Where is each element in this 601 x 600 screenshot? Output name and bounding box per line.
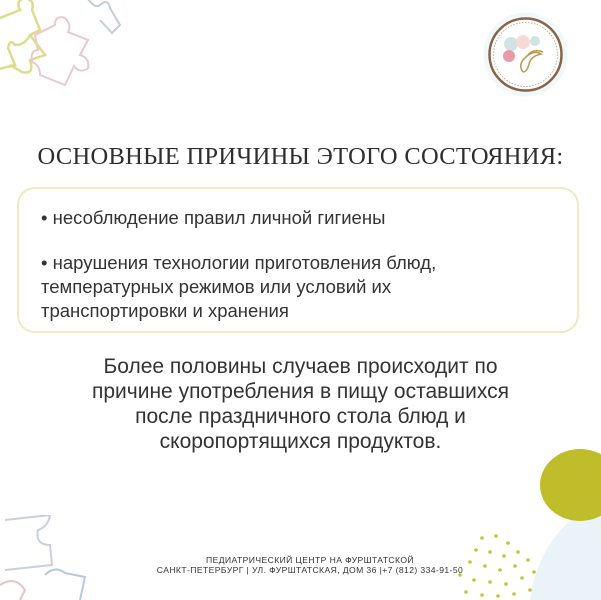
info-paragraph	[40, 354, 561, 454]
cause-line: транспортировки и хранения	[41, 300, 289, 321]
clinic-logo	[483, 12, 568, 97]
cause-item: • несоблюдение правил личной гигиены	[41, 207, 386, 228]
causes-box	[17, 187, 579, 333]
paragraph-line: скоропортящихся продуктов.	[159, 430, 442, 453]
footer-address: САНКТ-ПЕТЕРБУРГ | УЛ. ФУРШТАТСКАЯ, ДОМ 36 |+7 (812) 334-91-50	[156, 565, 464, 575]
cause-line: температурных режимов или условий их	[41, 276, 392, 297]
paragraph-line: Более половины случаев происходит по	[103, 355, 498, 378]
puzzle-decoration-top-icon	[0, 0, 130, 100]
footer	[100, 555, 520, 575]
cause-item	[41, 251, 436, 323]
footer-org-name: ПЕДИАТРИЧЕСКИЙ ЦЕНТР НА ФУРШТАТСКОЙ	[206, 555, 414, 565]
blob-decoration-icon	[430, 440, 601, 600]
page-title: ОСНОВНЫЕ ПРИЧИНЫ ЭТОГО СОСТОЯНИЯ:	[37, 143, 564, 170]
puzzle-decoration-bottom-icon	[0, 515, 100, 600]
cause-line: • нарушения технологии приготовления блюд,	[41, 252, 437, 273]
paragraph-line: после праздничного стола блюд и	[135, 405, 466, 428]
paragraph-line: причине употребления в пищу оставшихся	[92, 380, 509, 403]
